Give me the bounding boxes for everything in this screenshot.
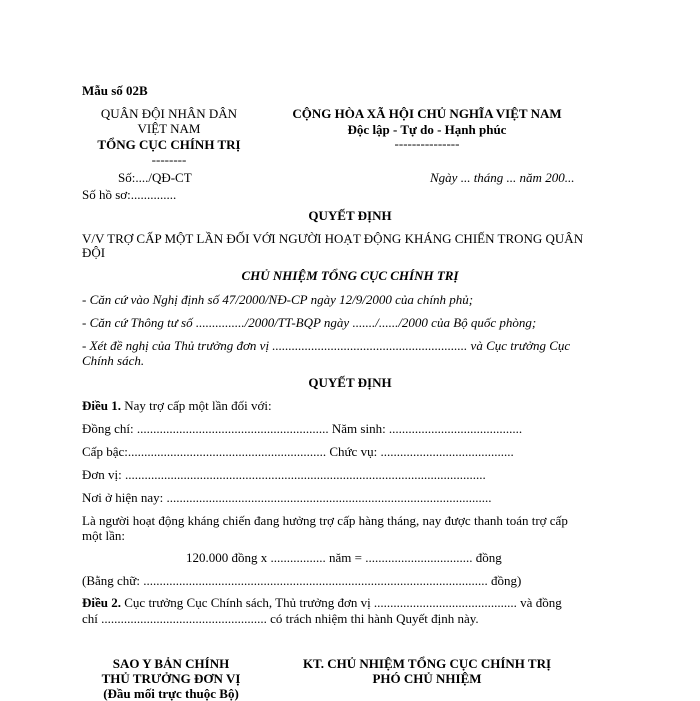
file-number: Số hồ sơ:.............. (82, 187, 177, 202)
body-line-1: Là người hoạt động kháng chiến đang hưởng trợ cấp hàng tháng, nay được thanh toán trợ cấp (82, 513, 568, 528)
basis-proposal-cont: Chính sách. (82, 353, 145, 368)
signature-left-line3: (Đầu mối trực thuộc Bộ) (103, 686, 239, 701)
amount-in-words: (Bằng chữ: .......................................................................................................... đồng) (82, 573, 522, 588)
org-name-line2: VIỆT NAM (137, 121, 201, 136)
subject-line-2: ĐỘI (82, 245, 106, 260)
body-line-2: một lần: (82, 528, 125, 543)
subject-line-1: V/V TRỢ CẤP MỘT LẦN ĐỐI VỚI NGƯỜI HOẠT ĐỘNG KHÁNG CHIẾN TRONG QUÂN (82, 231, 584, 246)
article-1-label: Điều 1. (82, 398, 121, 413)
field-unit: Đơn vị: ............................................................................................................... (82, 467, 486, 482)
decision-title: QUYẾT ĐỊNH (308, 375, 392, 390)
article-2-label: Điều 2. (82, 595, 121, 610)
org-name-line1: QUÂN ĐỘI NHÂN DÂN (100, 106, 238, 121)
form-code: Mẫu số 02B (82, 83, 148, 98)
article-1-text: Nay trợ cấp một lần đối với: (121, 398, 272, 413)
issue-date: Ngày ... tháng ... năm 200... (430, 170, 575, 185)
signature-right-line2: PHÓ CHỦ NHIỆM (372, 671, 482, 686)
signature-right-line1: KT. CHỦ NHIỆM TỔNG CỤC CHÍNH TRỊ (302, 656, 552, 671)
left-header-divider: -------- (151, 152, 187, 167)
amount-formula: 120.000 đồng x ................. năm = ................................. đồng (186, 550, 502, 565)
article-2-text: Cục trưởng Cục Chính sách, Thủ trưởng đơn vị ............................................ và đồng (121, 595, 562, 610)
article-2-line-1 (82, 595, 562, 610)
document-title: QUYẾT ĐỊNH (308, 208, 392, 223)
article-2-line-2: chí ................................................... có trách nhiệm thi hành Quyết định này. (82, 611, 479, 626)
issuing-authority: CHỦ NHIỆM TỔNG CỤC CHÍNH TRỊ (241, 268, 459, 283)
field-comrade: Đồng chí: ........................................................... Năm sinh: ......................................... (82, 421, 523, 436)
org-department: TỔNG CỤC CHÍNH TRỊ (97, 137, 241, 152)
article-1 (82, 398, 272, 413)
national-motto: Độc lập - Tự do - Hạnh phúc (347, 122, 507, 137)
document-number: Số:..../QĐ-CT (118, 170, 192, 185)
basis-decree: - Căn cứ vào Nghị định số 47/2000/NĐ-CP ngày 12/9/2000 của chính phủ; (82, 292, 474, 307)
signature-left-line2: THỦ TRƯỞNG ĐƠN VỊ (101, 671, 241, 686)
basis-proposal: - Xét đề nghị của Thủ trưởng đơn vị ............................................................ và Cục trưởng Cục (82, 338, 571, 353)
field-rank: Cấp bậc:............................................................. Chức vụ: ......................................... (82, 444, 514, 459)
national-title: CỘNG HÒA XÃ HỘI CHỦ NGHĨA VIỆT NAM (292, 106, 562, 121)
signature-left-line1: SAO Y BẢN CHÍNH (112, 656, 230, 671)
field-residence: Nơi ở hiện nay: .................................................................................................... (82, 490, 492, 505)
right-header-divider: --------------- (394, 136, 460, 151)
basis-circular: - Căn cứ Thông tư số .............../2000/TT-BQP ngày ......./....../2000 của Bộ quốc phòng; (82, 315, 537, 330)
